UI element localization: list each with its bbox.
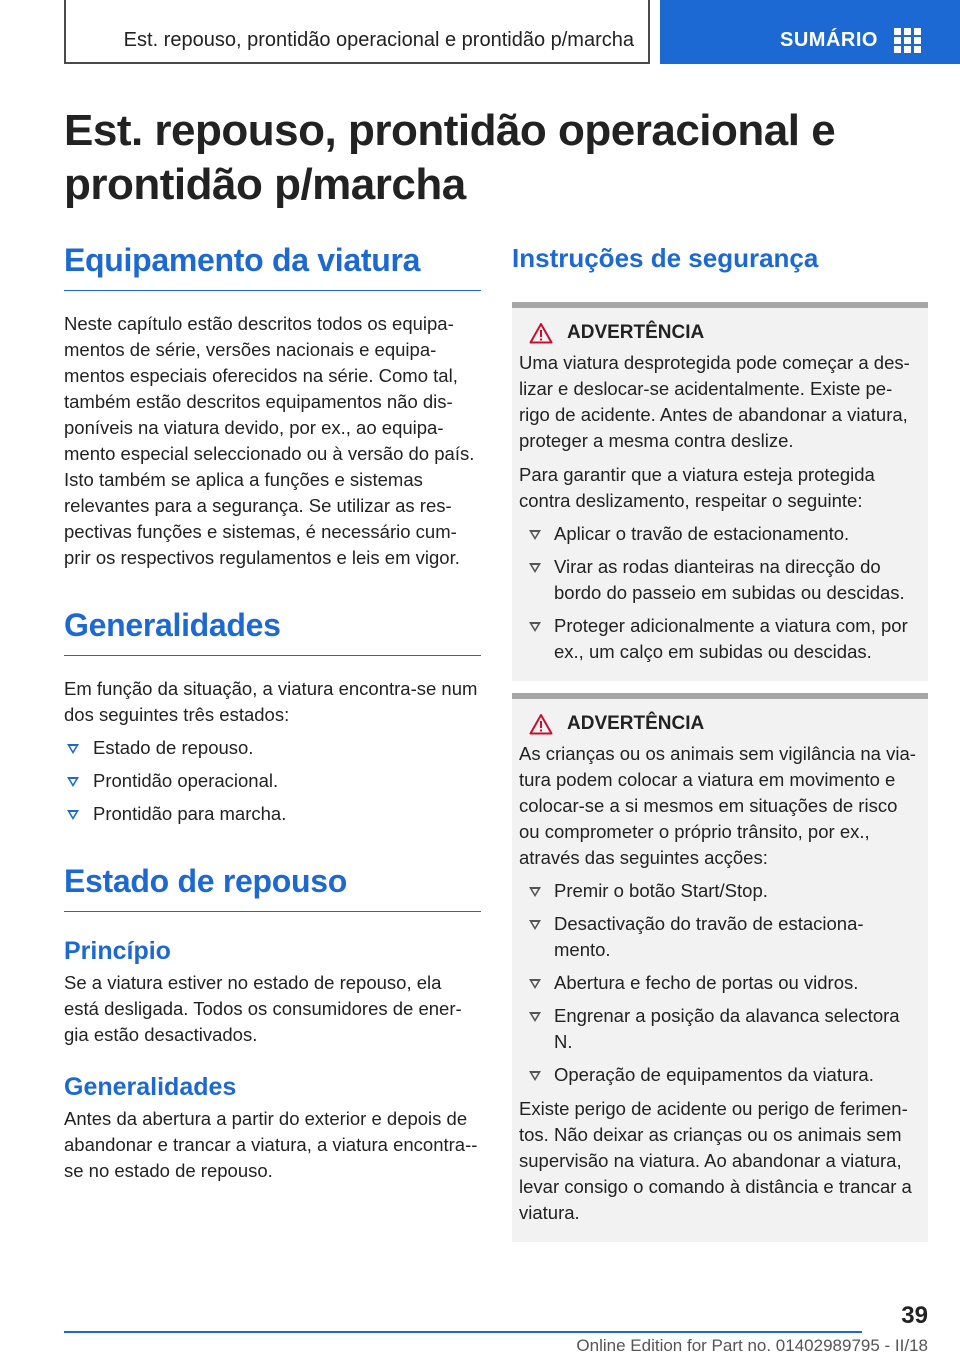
warning-box — [512, 302, 928, 681]
general-text: Em função da situação, a viatura encontra-se num dos seguintes três estados: — [64, 678, 478, 725]
right-column — [512, 240, 928, 1242]
list-item: Desactivação do travão de estaciona-mento. — [519, 911, 920, 963]
footer-edition: Online Edition for Part no. 01402989795 - II/18 — [576, 1336, 928, 1355]
grid-icon — [894, 28, 922, 54]
list-item: Abertura e fecho de portas ou vidros. — [519, 970, 920, 996]
heading-safety: Instruções de segurança — [512, 243, 819, 273]
heading-principle: Princípio — [64, 937, 171, 965]
list-item: Operação de equipamentos da viatura. — [519, 1062, 920, 1088]
header-section-box — [64, 0, 650, 64]
warning-triangle-icon — [529, 713, 553, 735]
warning-text: Existe perigo de acidente ou perigo de ferimen-tos. Não deixar as crianças ou os animais sem supervisão na viatura. Ao abandonar a viatura, levar consigo o comando à distância e trancar a viatura. — [519, 1098, 912, 1223]
warning-label: ADVERTÊNCIA — [567, 322, 705, 343]
summary-button[interactable] — [660, 0, 960, 64]
warning-label: ADVERTÊNCIA — [567, 713, 705, 734]
list-item: Engrenar a posição da alavanca selectora N. — [519, 1003, 920, 1055]
list-item: Premir o botão Start/Stop. — [519, 878, 920, 904]
warning-box — [512, 693, 928, 1242]
general-rest-text: Antes da abertura a partir do exterior e depois de abandonar e trancar a viatura, a viatura encontra--se no estado de repouso. — [64, 1108, 478, 1181]
warning-text: Uma viatura desprotegida pode começar a des-lizar e deslocar-se acidentalmente. Existe pe-rigo de acidente. Antes de abandonar a viatura, proteger a mesma contra deslize. — [519, 352, 910, 451]
principle-text: Se a viatura estiver no estado de repouso, ela está desligada. Todos os consumidores de ener-gia estão desactivados. — [64, 972, 462, 1045]
page-number: 39 — [901, 1302, 928, 1329]
list-item: Proteger adicionalmente a viatura com, por ex., um calço em subidas ou descidas. — [519, 613, 920, 665]
footer-divider — [64, 1331, 862, 1333]
header-section-title: Est. repouso, prontidão operacional e prontidão p/marcha — [123, 29, 634, 51]
heading-rest-state: Estado de repouso — [64, 861, 481, 912]
heading-general: Generalidades — [64, 605, 481, 656]
page-title: Est. repouso, prontidão operacional e prontidão p/marcha — [64, 106, 836, 209]
equipment-text: Neste capítulo estão descritos todos os equipa-mentos de série, versões nacionais e equipa-mentos especiais oferecidos na série. Como tal, também estão descritos equipamentos não dis-poníveis na viatura devido, por ex., ao equipa-mento especial seleccionado ou à versão do país. Isto também se aplica a funções e sistemas relevantes para a segurança. Se utilizar as res-pectivas funções e sistemas, é necessário cum-prir os respectivos regulamentos e leis em vigor. — [64, 313, 475, 568]
warning-header — [519, 322, 920, 344]
list-item: Aplicar o travão de estacionamento. — [519, 521, 920, 547]
list-item: Estado de repouso. — [64, 735, 481, 761]
heading-equipment: Equipamento da viatura — [64, 240, 481, 291]
list-item: Prontidão operacional. — [64, 768, 481, 794]
summary-label: SUMÁRIO — [780, 29, 878, 51]
heading-general-rest: Generalidades — [64, 1073, 237, 1101]
warning-header — [519, 713, 920, 735]
list-item: Virar as rodas dianteiras na direcção do bordo do passeio em subidas ou descidas. — [519, 554, 920, 606]
left-column — [64, 240, 481, 1184]
list-item: Prontidão para marcha. — [64, 801, 481, 827]
warning-triangle-icon — [529, 322, 553, 344]
warning-text: Para garantir que a viatura esteja protegida contra deslizamento, respeitar o seguinte: — [519, 464, 875, 511]
warning-text: As crianças ou os animais sem vigilância na via-tura podem colocar a viatura em movimento e colocar-se a si mesmos em situações de risco ou comprometer o próprio trânsito, por ex., através das seguintes acções: — [519, 743, 916, 868]
